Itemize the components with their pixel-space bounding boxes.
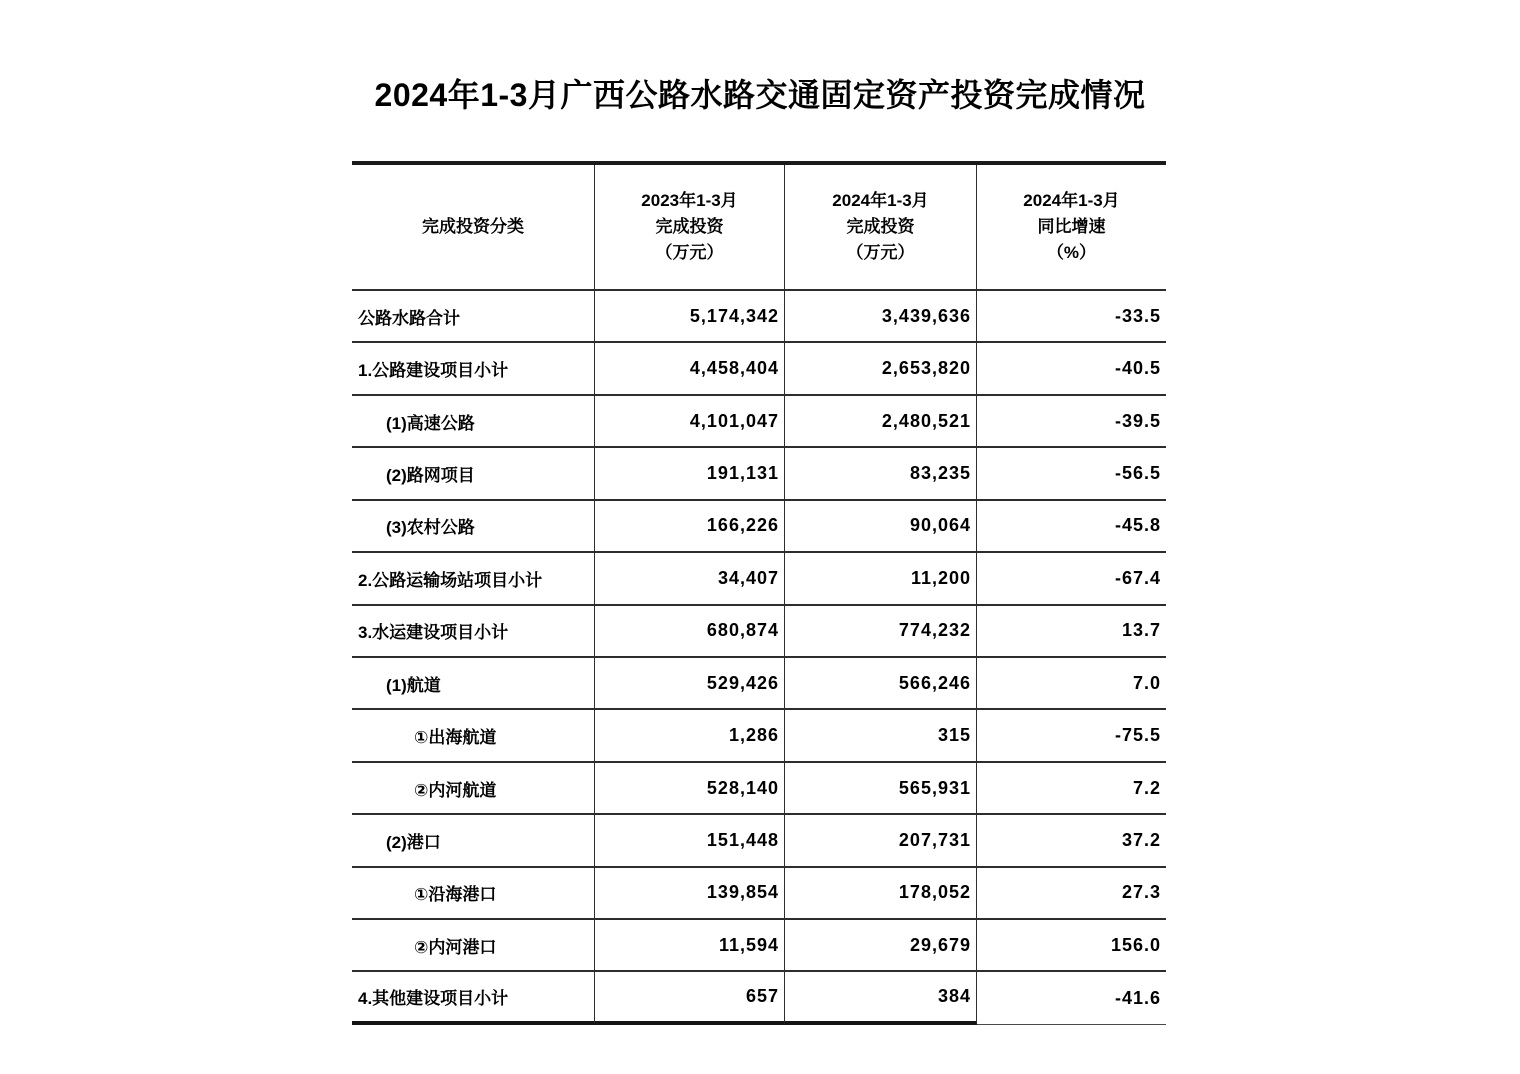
value-2024: 566,246	[785, 658, 977, 710]
value-growth: -67.4	[977, 553, 1166, 605]
header-2024-line2: 完成投资	[846, 217, 915, 236]
value-growth: -39.5	[977, 396, 1166, 448]
header-category-label: 完成投资分类	[422, 217, 524, 236]
page-title: 2024年1-3月广西公路水路交通固定资产投资完成情况	[374, 77, 1146, 113]
value-2024: 384	[785, 972, 977, 1024]
row-label: 公路水路合计	[352, 291, 595, 343]
header-growth-line1: 2024年1-3月	[1023, 191, 1120, 210]
value-2024: 2,653,820	[785, 343, 977, 395]
value-growth: 27.3	[977, 868, 1166, 920]
value-growth: 7.2	[977, 763, 1166, 815]
row-label: 1.公路建设项目小计	[352, 343, 595, 395]
value-growth: 156.0	[977, 920, 1166, 972]
value-2024: 207,731	[785, 815, 977, 867]
row-label: ①沿海港口	[352, 868, 595, 920]
value-growth: -41.6	[977, 972, 1166, 1024]
row-label: (1)航道	[352, 658, 595, 710]
value-2024: 83,235	[785, 448, 977, 500]
row-label: ①出海航道	[352, 710, 595, 762]
row-label: (3)农村公路	[352, 501, 595, 553]
row-label: 2.公路运输场站项目小计	[352, 553, 595, 605]
header-growth-line3: （%）	[1046, 243, 1097, 262]
value-2023: 4,101,047	[595, 396, 785, 448]
header-2023-line2: 完成投资	[655, 217, 724, 236]
value-2023: 34,407	[595, 553, 785, 605]
value-2023: 680,874	[595, 606, 785, 658]
value-2023: 528,140	[595, 763, 785, 815]
header-2024-line1: 2024年1-3月	[832, 191, 929, 210]
value-growth: -40.5	[977, 343, 1166, 395]
value-2024: 178,052	[785, 868, 977, 920]
value-growth: -75.5	[977, 710, 1166, 762]
row-label: ②内河港口	[352, 920, 595, 972]
row-label: (1)高速公路	[352, 396, 595, 448]
value-2023: 11,594	[595, 920, 785, 972]
value-2024: 11,200	[785, 553, 977, 605]
header-growth-line2: 同比增速	[1037, 217, 1106, 236]
value-2024: 2,480,521	[785, 396, 977, 448]
value-2023: 657	[595, 972, 785, 1024]
header-2023-line1: 2023年1-3月	[641, 191, 738, 210]
investment-table	[352, 161, 1166, 1025]
header-cell-growth	[977, 165, 1166, 291]
value-growth: 37.2	[977, 815, 1166, 867]
row-label: ②内河航道	[352, 763, 595, 815]
header-2023-line3: （万元）	[655, 243, 724, 262]
value-2023: 151,448	[595, 815, 785, 867]
value-2024: 90,064	[785, 501, 977, 553]
row-label: (2)港口	[352, 815, 595, 867]
header-2024-line3: （万元）	[846, 243, 915, 262]
value-2023: 529,426	[595, 658, 785, 710]
header-cell-2024-investment	[785, 165, 977, 291]
value-2024: 565,931	[785, 763, 977, 815]
value-2023: 191,131	[595, 448, 785, 500]
value-2023: 4,458,404	[595, 343, 785, 395]
value-2024: 315	[785, 710, 977, 762]
value-2024: 774,232	[785, 606, 977, 658]
row-label: 3.水运建设项目小计	[352, 606, 595, 658]
value-growth: 13.7	[977, 606, 1166, 658]
value-2023: 1,286	[595, 710, 785, 762]
value-growth: 7.0	[977, 658, 1166, 710]
value-2023: 166,226	[595, 501, 785, 553]
header-cell-category	[352, 165, 595, 291]
value-growth: -33.5	[977, 291, 1166, 343]
value-growth: -45.8	[977, 501, 1166, 553]
value-2023: 5,174,342	[595, 291, 785, 343]
header-cell-2023-investment	[595, 165, 785, 291]
row-label: (2)路网项目	[352, 448, 595, 500]
value-growth: -56.5	[977, 448, 1166, 500]
row-label: 4.其他建设项目小计	[352, 972, 595, 1024]
value-2024: 3,439,636	[785, 291, 977, 343]
value-2023: 139,854	[595, 868, 785, 920]
value-2024: 29,679	[785, 920, 977, 972]
